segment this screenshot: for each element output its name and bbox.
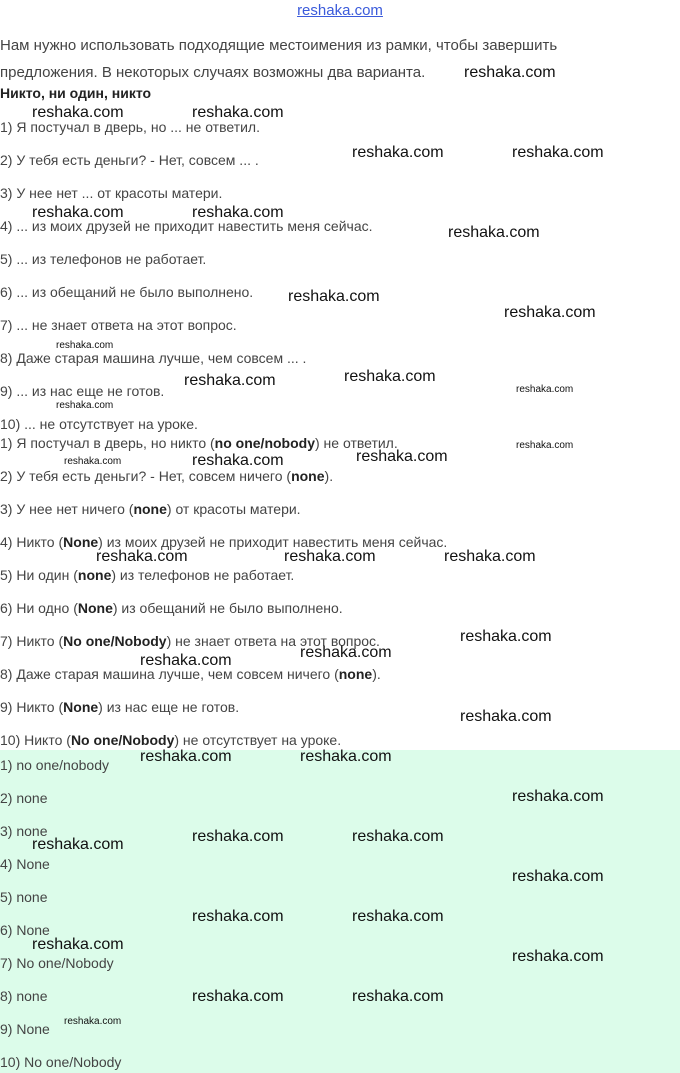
watermark: reshaka.com xyxy=(504,304,596,321)
watermark: reshaka.com xyxy=(32,104,124,121)
watermark: reshaka.com xyxy=(192,204,284,221)
watermark: reshaka.com xyxy=(516,384,574,395)
solution-sentence xyxy=(0,435,398,451)
watermark: reshaka.com xyxy=(140,748,232,765)
watermark: reshaka.com xyxy=(288,288,380,305)
task-sentence: 7) ... не знает ответа на этот вопрос. xyxy=(0,317,237,333)
watermark: reshaka.com xyxy=(56,400,114,411)
solution-answer: none xyxy=(338,666,373,682)
solution-text: 1) Я постучал в дверь, но никто ( xyxy=(0,435,215,451)
answer-item: 10) No one/Nobody xyxy=(0,1054,122,1070)
answer-item: 2) none xyxy=(0,790,48,806)
solution-text: ) от красоты матери. xyxy=(166,501,301,517)
solution-text: 7) Никто ( xyxy=(0,633,64,649)
answer-item: 8) none xyxy=(0,988,48,1004)
solution-text: ) из обещаний не было выполнено. xyxy=(112,600,343,616)
task-sentence: 8) Даже старая машина лучше, чем совсем ... . xyxy=(0,350,307,366)
solution-text: 3) У нее нет ничего ( xyxy=(0,501,134,517)
solution-text: ) из телефонов не работает. xyxy=(111,567,295,583)
solution-text: ) не знает ответа на этот вопрос. xyxy=(166,633,380,649)
solution-text: ) из нас еще не готов. xyxy=(98,699,240,715)
solution-sentence xyxy=(0,501,301,517)
watermark: reshaka.com xyxy=(140,652,232,669)
watermark: reshaka.com xyxy=(192,104,284,121)
answer-item: 6) None xyxy=(0,922,50,938)
watermark: reshaka.com xyxy=(352,828,444,845)
solution-text: ). xyxy=(372,666,381,682)
watermark: reshaka.com xyxy=(284,548,376,565)
solution-sentence xyxy=(0,534,447,550)
watermark: reshaka.com xyxy=(300,644,392,661)
solution-text: ) из моих друзей не приходит навестить меня сейчас. xyxy=(98,534,448,550)
task-sentence: 9) ... из нас еще не готов. xyxy=(0,383,165,399)
solution-answer: none xyxy=(133,501,167,517)
watermark: reshaka.com xyxy=(56,340,114,351)
watermark: reshaka.com xyxy=(352,144,444,161)
watermark: reshaka.com xyxy=(32,204,124,221)
watermark: reshaka.com xyxy=(512,144,604,161)
word-box-heading: Никто, ни один, никто xyxy=(0,85,152,101)
solution-sentence xyxy=(0,600,343,616)
solution-answer: No one/Nobody xyxy=(70,732,175,748)
solution-text: ) не отсутствует на уроке. xyxy=(174,732,342,748)
watermark: reshaka.com xyxy=(512,948,604,965)
task-sentence: 4) ... из моих друзей не приходит навестить меня сейчас. xyxy=(0,218,373,234)
solution-text: 9) Никто ( xyxy=(0,699,64,715)
task-sentence: 10) ... не отсутствует на уроке. xyxy=(0,416,198,432)
solution-answer: None xyxy=(77,600,113,616)
watermark: reshaka.com xyxy=(32,936,124,953)
site-link[interactable]: reshaka.com xyxy=(297,2,383,19)
solution-answer: None xyxy=(63,534,99,550)
watermark: reshaka.com xyxy=(464,64,556,81)
watermark: reshaka.com xyxy=(64,456,122,467)
solution-text: 2) У тебя есть деньги? - Нет, совсем ничего ( xyxy=(0,468,292,484)
watermark: reshaka.com xyxy=(96,548,188,565)
solution-answer: None xyxy=(63,699,99,715)
watermark: reshaka.com xyxy=(516,440,574,451)
watermark: reshaka.com xyxy=(356,448,448,465)
answer-item: 1) no one/nobody xyxy=(0,757,109,773)
watermark: reshaka.com xyxy=(352,988,444,1005)
task-sentence: 3) У нее нет ... от красоты матери. xyxy=(0,185,223,201)
solution-sentence xyxy=(0,468,333,484)
watermark: reshaka.com xyxy=(192,988,284,1005)
watermark: reshaka.com xyxy=(448,224,540,241)
answer-item: 3) none xyxy=(0,823,48,839)
solution-sentence xyxy=(0,732,341,748)
watermark: reshaka.com xyxy=(32,836,124,853)
solution-text: 8) Даже старая машина лучше, чем совсем ничего ( xyxy=(0,666,339,682)
solution-sentence xyxy=(0,567,294,583)
watermark: reshaka.com xyxy=(192,828,284,845)
solution-text: 5) Ни один ( xyxy=(0,567,78,583)
solution-answer: No one/Nobody xyxy=(63,633,167,649)
solution-text: 10) Никто ( xyxy=(0,732,71,748)
solution-text: ) не ответил. xyxy=(315,435,398,451)
answer-item: 9) None xyxy=(0,1021,50,1037)
solution-text: 4) Никто ( xyxy=(0,534,64,550)
task-sentence: 1) Я постучал в дверь, но ... не ответил. xyxy=(0,119,260,135)
watermark: reshaka.com xyxy=(444,548,536,565)
task-sentence: 5) ... из телефонов не работает. xyxy=(0,251,207,267)
watermark: reshaka.com xyxy=(460,708,552,725)
solution-answer: none xyxy=(291,468,325,484)
answer-item: 7) No one/Nobody xyxy=(0,955,114,971)
watermark: reshaka.com xyxy=(512,788,604,805)
watermark: reshaka.com xyxy=(184,372,276,389)
task-sentence: 6) ... из обещаний не было выполнено. xyxy=(0,284,254,300)
watermark: reshaka.com xyxy=(192,908,284,925)
solution-sentence xyxy=(0,699,239,715)
task-sentence: 2) У тебя есть деньги? - Нет, совсем ... . xyxy=(0,152,259,168)
watermark: reshaka.com xyxy=(352,908,444,925)
watermark: reshaka.com xyxy=(512,868,604,885)
intro-text: Нам нужно использовать подходящие местоимения из рамки, чтобы завершить предложения. В некоторых случаях возможны два варианта. xyxy=(0,37,558,81)
answer-item: 5) none xyxy=(0,889,48,905)
solution-answer: none xyxy=(77,567,112,583)
solution-text: ). xyxy=(324,468,334,484)
watermark: reshaka.com xyxy=(192,452,284,469)
solution-text: 6) Ни одно ( xyxy=(0,600,78,616)
watermark: reshaka.com xyxy=(300,748,392,765)
watermark: reshaka.com xyxy=(64,1016,122,1027)
solution-answer: no one/nobody xyxy=(214,435,315,451)
answer-item: 4) None xyxy=(0,856,50,872)
watermark: reshaka.com xyxy=(460,628,552,645)
watermark: reshaka.com xyxy=(344,368,436,385)
